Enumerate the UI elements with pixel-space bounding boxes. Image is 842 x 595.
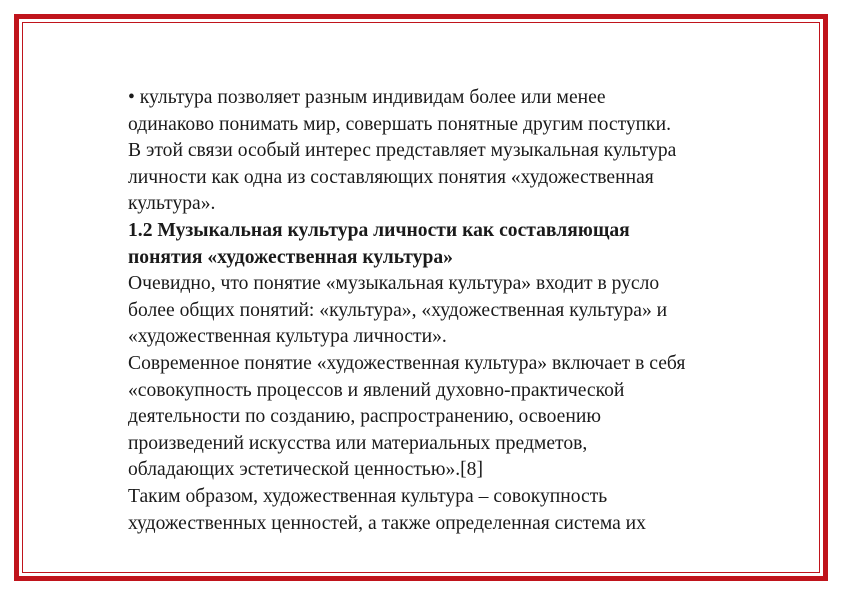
paragraph-line: деятельности по созданию, распространению, освоению xyxy=(128,406,601,428)
paragraph-line: произведений искусства или материальных предметов, xyxy=(128,432,588,454)
paragraph-line: Таким образом, художественная культура – совокупность xyxy=(128,485,608,507)
section-heading-line: понятия «художественная культура» xyxy=(128,246,453,268)
paragraph-line: • культура позволяет разным индивидам более или менее xyxy=(128,87,606,108)
paragraph-line: более общих понятий: «культура», «художественная культура» и xyxy=(128,299,668,321)
paragraph-line: «художественная культура личности». xyxy=(128,326,447,348)
paragraph-line: художественных ценностей, а также определенная система их xyxy=(128,512,646,534)
paragraph-line: одинаково понимать мир, совершать понятные другим поступки. xyxy=(128,113,672,135)
text-body xyxy=(128,85,788,537)
paragraph-line: «совокупность процессов и явлений духовно-практической xyxy=(128,379,625,401)
paragraph-line: личности как одна из составляющих понятия «художественная xyxy=(128,166,654,188)
paragraph-line: В этой связи особый интерес представляет музыкальная культура xyxy=(128,140,677,162)
paragraph-line: обладающих эстетической ценностью».[8] xyxy=(128,459,483,481)
section-heading-line: 1.2 Музыкальная культура личности как составляющая xyxy=(128,219,630,241)
paragraph-line: Современное понятие «художественная культура» включает в себя xyxy=(128,352,686,374)
paragraph-line: культура». xyxy=(128,193,216,215)
paragraph-line: Очевидно, что понятие «музыкальная культура» входит в русло xyxy=(128,273,660,295)
